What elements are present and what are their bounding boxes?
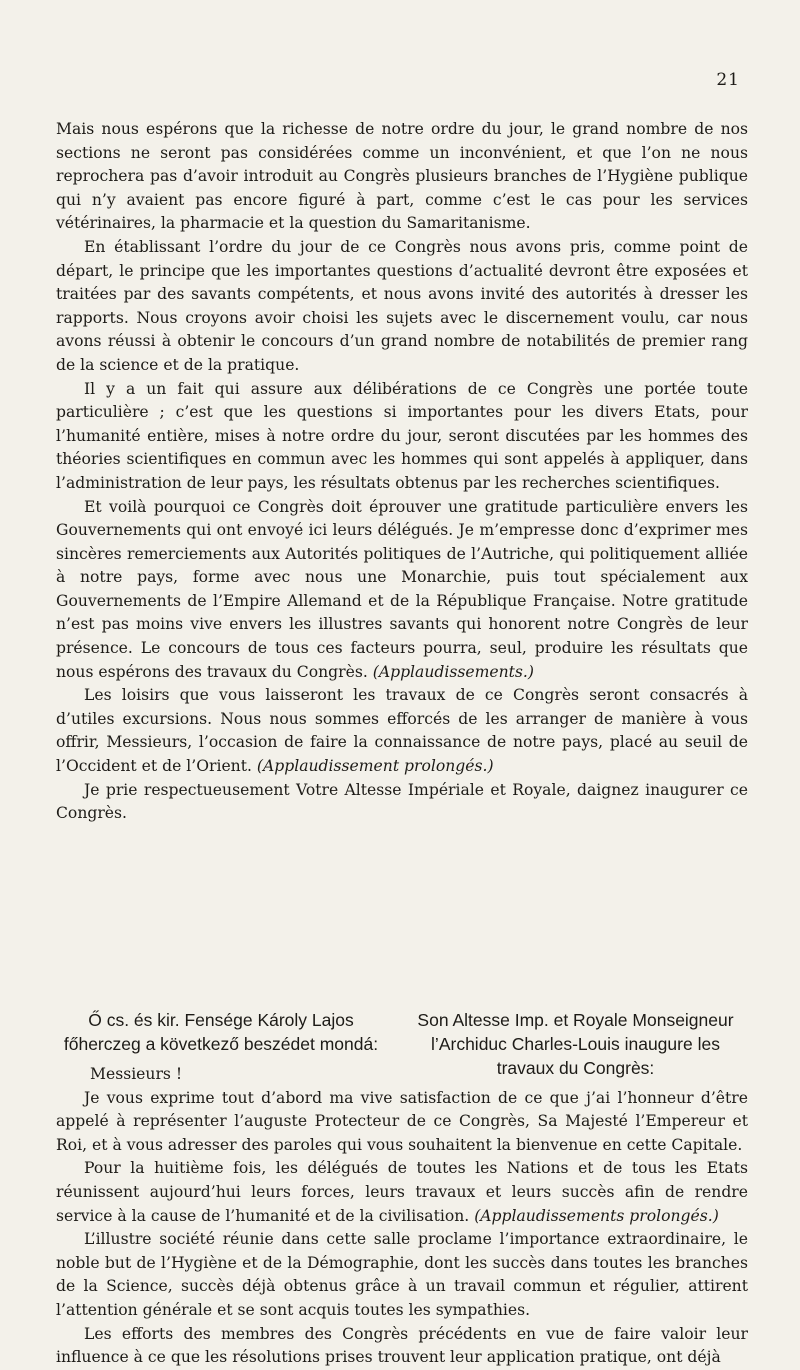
- paragraph: Je vous exprime tout d’abord ma vive satisfaction de ce que j’ai l’honneur d’être appelé à représenter l’auguste Protecteur de ce Congrès, Sa Majesté l’Empereur et Roi, et à vous adresser des paroles qui vous souhaitent la bienvenue en cette Capitale.: [56, 1088, 748, 1154]
- speech-body-2: [56, 1063, 748, 1370]
- paragraph: Les loisirs que vous laisseront les travaux de ce Congrès seront consacrés à d’utiles excursions. Nous nous sommes efforcés de les arranger de manière à vous offrir, Messieurs, l’occasion de faire la connaissance de notre pays, placé au seuil de l’Occident et de l’Orient. (Applaudissement prolongés.): [56, 686, 748, 776]
- heading-hungarian: Ő cs. és kir. Fensége Károly Lajos főherczeg a következő beszédet mondá:: [63, 1010, 379, 1054]
- paragraph: Les efforts des membres des Congrès précédents en vue de faire valoir leur influence à ce que les résolutions prises trouvent leur application pratique, ont déjà: [56, 1324, 748, 1367]
- paragraph: Et voilà pourquoi ce Congrès doit éprouver une gratitude particulière envers les Gouvernements qui ont envoyé ici leurs délégués. Je m’empresse donc d’exprimer mes sincères remerciements aux Autorités politiques de l’Autriche, qui politiquement alliée à notre pays, forme avec nous une Monarchie, puis tout spécialement aux Gouvernements de l’Empire Allemand et de la République Française. Notre gratitude n’est pas moins vive envers les illustres savants qui honorent notre Congrès de leur présence. Le concours de tous ces facteurs pourra, seul, produire les résultats que nous espérons des travaux du Congrès. (Applaudissements.): [56, 497, 748, 681]
- applause-note: (Applaudissement prolongés.): [256, 757, 494, 776]
- paragraph: L’illustre société réunie dans cette salle proclame l’importance extraordinaire, le noble but de l’Hygiène et de la Démographie, dont les succès dans toutes les branches de la Science, succès déjà obtenus grâce à un travail commun et régulier, attirent l’attention générale et se sont acquis toutes les sympathies.: [56, 1230, 748, 1319]
- paragraph: En établissant l’ordre du jour de ce Congrès nous avons pris, comme point de départ, le principe que les importantes questions d’actualité devront être exposées et traitées par des savants compétents, et nous avons invité des autorités à dresser les rapports. Nous croyons avoir choisi les sujets avec le discernement voulu, car nous avons réussi à obtenir le concours d’un grand nombre de notabilités de premier rang de la science et de la pratique.: [56, 237, 748, 374]
- paragraph: Pour la huitième fois, les délégués de toutes les Nations et de tous les Etats réunissent aujourd’hui leurs forces, leurs travaux et leurs succès afin de rendre service à la cause de l’humanité et de la civilisation. (Applaudissements prolongés.): [56, 1159, 748, 1225]
- salutation: Messieurs !: [90, 1065, 183, 1083]
- speech-body: [56, 118, 748, 826]
- paragraph: Il y a un fait qui assure aux délibérations de ce Congrès une portée toute particulière ; c’est que les questions si importantes pour les divers Etats, pour l’humanité entière, mises à notre ordre du jour, seront discutées par les hommes des théories scientifiques en commun avec les hommes qui sont appelés à appliquer, dans l’administration de leur pays, les résultats obtenus par les recherches scientifiques.: [56, 379, 748, 492]
- paragraph: Mais nous espérons que la richesse de notre ordre du jour, le grand nombre de nos sections ne seront pas considérées comme un inconvénient, et que l’on ne nous reprochera pas d’avoir introduit au Congrès plusieurs branches de l’Hygiène publique qui n’y avaient pas encore figuré à part, comme c’est le cas pour les services vétérinaires, la pharmacie et la question du Samaritanisme.: [56, 120, 748, 233]
- paragraph: Je prie respectueusement Votre Altesse Impériale et Royale, daignez inaugurer ce Congrès.: [56, 780, 748, 823]
- applause-note: (Applaudissements.): [372, 662, 534, 681]
- heading-french: Son Altesse Imp. et Royale Monseigneur l’Archiduc Charles-Louis inaugure les travaux du Congrès:: [417, 1010, 734, 1078]
- applause-note: (Applaudissements prolongés.): [474, 1206, 719, 1225]
- page-number: 21: [716, 70, 740, 90]
